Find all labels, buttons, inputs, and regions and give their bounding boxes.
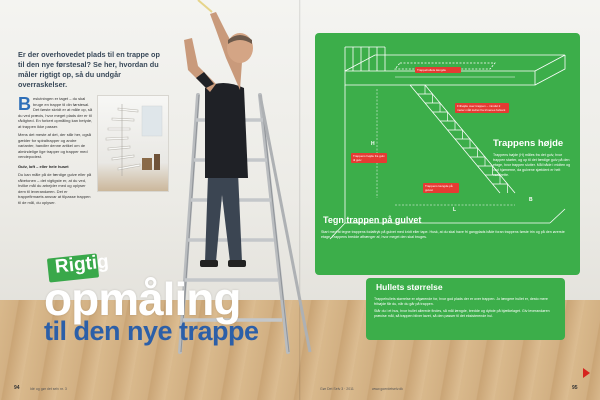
dim-height-label: H: [371, 141, 375, 147]
body-column: [18, 96, 93, 208]
body-paragraph-2: Mens det meste af det, der står her, også gælder for spiraltrapper og andre varianter, handler denne artikel om de almindelige lige trapper og trapper med vendepodest.: [18, 132, 91, 159]
body-paragraph-3: Du kan måle på de færdige gulve eller på råbetonen – det vigtigste er, at du ved, hvilke mål du arbejder med og oplyser dem til leverandøren. Det er trappefirmaets ansvar at tilpasse trappen til de mål, du oplyser.: [18, 172, 92, 205]
label-headroom: Frihøjde over trappen – mindst 2 meter målt lodret fra trinenes forkant: [455, 103, 509, 113]
body-subheading: Gulv, loft – eller hele huset: [18, 163, 69, 169]
left-footer-text: Idé og gør det selv nr. 3: [30, 387, 67, 391]
text-stair-height: Trappens højde (H) måles fra det gulv, hvor trappen starter, og op til det færdige gulv på den etage, hvor trappen slutter. Mål både i midten og ved hjørnerne, da gulvene sjældent er helt vandrette.: [493, 153, 571, 177]
right-page-number: 95: [572, 385, 578, 391]
body-paragraph-1: eslutningen er taget – du skal bruge en trappe til din førstesal. Det første skridt er at måle op, så du ved præcis, hvor meget plads der er til rådighed. En forkert opmåling kan betyde, at trappen ikke passer.: [18, 96, 93, 129]
mid-footer-url: www.goerdetselv.dk: [372, 387, 403, 391]
title-badge-text: Rigtig: [53, 251, 110, 278]
heading-hole-size: Hullets størrelse: [376, 282, 443, 292]
heading-stair-height: Trappens højde: [493, 138, 564, 149]
title-line-2: til den nye trappe: [44, 316, 259, 346]
hole-size-paragraph-2: Står du i et hus, hvor hullet allerede findes, så mål længde, bredde og dybde på bjælkelaget. Giv leverandøren præcise mål, så trappen bliver lavet, så den passer til det eksisterende hul.: [374, 309, 550, 318]
hole-size-panel: [366, 278, 565, 340]
label-floor-height: Trappens højde fra gulv til gulv: [351, 153, 387, 163]
text-draw-on-floor: Start med at tegne trappens fodaftryk på gulvet med kridt eller tape. Husk, at du skal have fri gangplads både foran trappens første trin og på den øverste etage. Trappens bredde afhænger af, hvor meget den skal bruges.: [321, 230, 565, 239]
dim-length-label: L: [453, 207, 457, 213]
text-hole-size: [374, 297, 560, 321]
next-page-arrow-icon: [583, 368, 590, 378]
mid-footer-text: Gør Det Selv 3 · 2011: [320, 387, 354, 391]
heading-draw-on-floor: Tegn trappen på gulvet: [323, 215, 422, 225]
title-line-1: opmåling: [44, 273, 241, 325]
hole-size-paragraph-1: Trappehullets størrelse er afgørende for, hvor god plads der er over trappen. Jo længere hullet er, desto mere frihøjde får du, når du går på trappen.: [374, 297, 548, 306]
label-floor-length: Trappens længde på gulvet: [423, 183, 459, 193]
drop-cap: B: [18, 94, 31, 114]
intro-text: Er der overhovedet plads til en trappe op til den nye førstesal? Se her, hvordan du måler rigtigt op, så du undgår overraskelser.: [18, 50, 160, 89]
label-opening-length: Trappehullets længde: [415, 67, 461, 73]
left-page-number: 94: [14, 385, 20, 391]
dim-width-label: B: [529, 197, 533, 203]
stair-diagram-panel: [315, 33, 580, 275]
